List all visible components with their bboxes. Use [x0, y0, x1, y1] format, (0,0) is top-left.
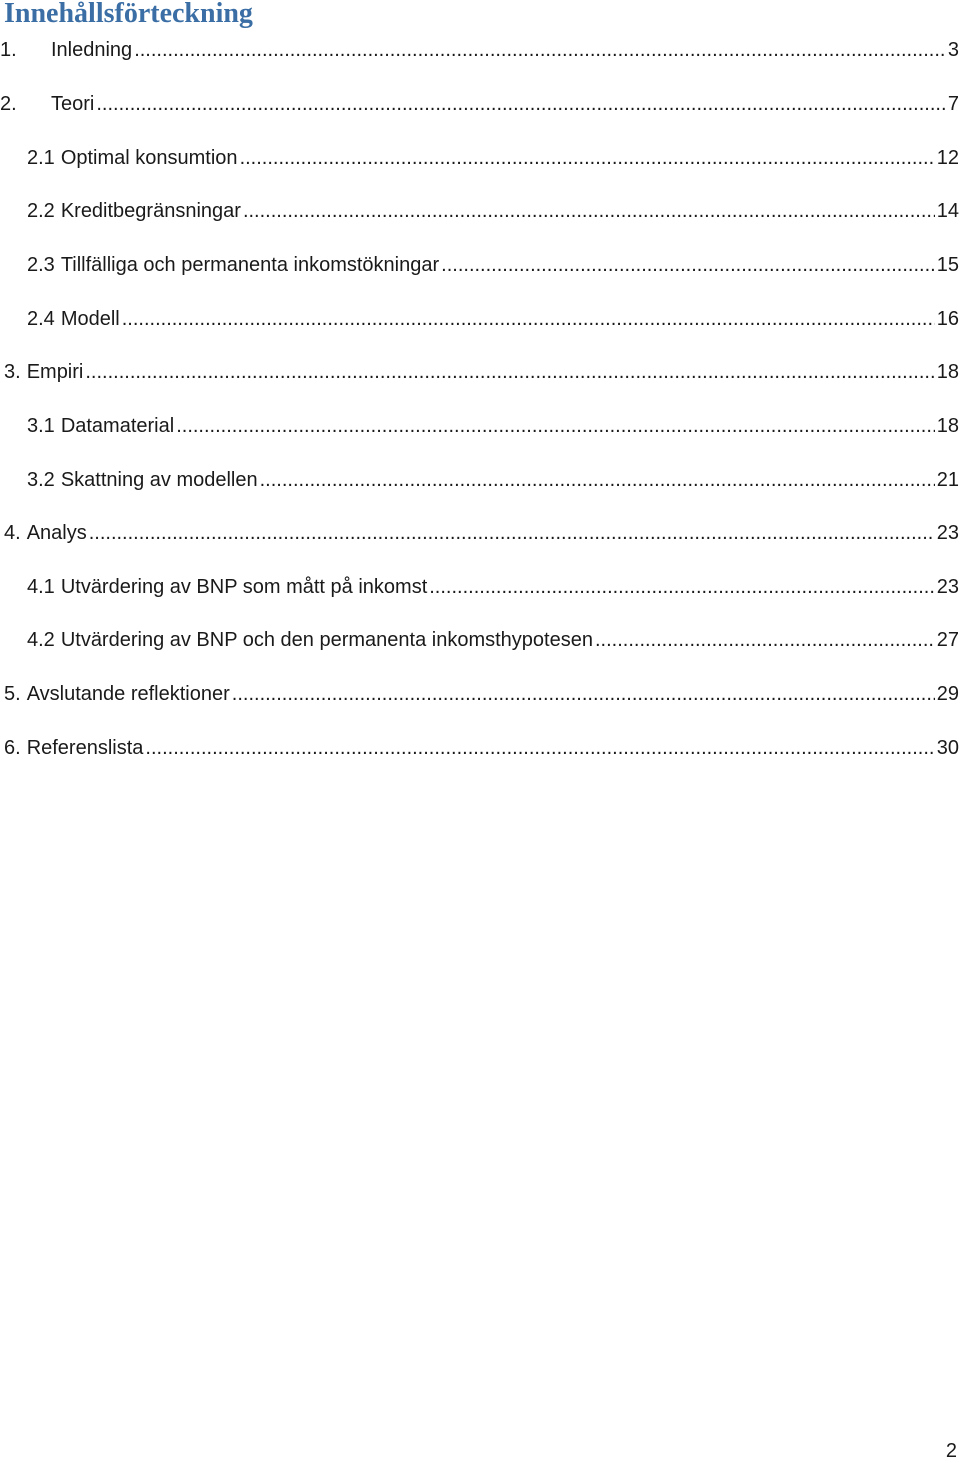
toc-entry-page: 21: [936, 469, 959, 491]
toc-entry-number: 4.2: [27, 629, 55, 651]
toc-entry-label: Kreditbegränsningar: [60, 200, 241, 222]
toc-entry-utvardering-bnp-inkomsthypotesen[interactable]: [27, 627, 959, 653]
toc-entry-page: 15: [936, 254, 959, 276]
toc-entry-label: Optimal konsumtion: [60, 147, 238, 169]
toc-entry-empiri[interactable]: [4, 359, 959, 385]
toc-title: Innehållsförteckning: [4, 0, 253, 29]
toc-entry-number: 2.2: [27, 200, 55, 222]
toc-dot-leader: [89, 520, 935, 546]
toc-entry-number: 1.: [0, 39, 17, 61]
toc-entry-avslutande-reflektioner[interactable]: [4, 681, 959, 707]
page-number: 2: [945, 1440, 957, 1462]
toc-entry-label: Empiri: [26, 361, 84, 383]
toc-entry-skattning-av-modellen[interactable]: [27, 467, 959, 493]
toc-entry-teori[interactable]: [0, 91, 959, 117]
toc-dot-leader: [429, 574, 935, 600]
toc-entry-label: Teori: [51, 93, 95, 115]
toc-entry-label: Tillfälliga och permanenta inkomstökningar: [60, 254, 440, 276]
toc-entry-label: Datamaterial: [60, 415, 175, 437]
toc-dot-leader: [243, 198, 935, 224]
toc-dot-leader: [240, 145, 935, 171]
toc-dot-leader: [441, 252, 935, 278]
toc-entry-optimal-konsumtion[interactable]: [27, 145, 959, 171]
toc-entry-analys[interactable]: [4, 520, 959, 546]
toc-entry-label: Skattning av modellen: [60, 469, 258, 491]
toc-entry-number: 2.: [0, 93, 17, 115]
toc-entry-page: 18: [936, 415, 959, 437]
toc-dot-leader: [176, 413, 935, 439]
toc-entry-label: Inledning: [51, 39, 133, 61]
toc-entry-number: 2.3: [27, 254, 55, 276]
toc-entry-label: Avslutande reflektioner: [26, 683, 230, 705]
toc-entry-number: 3.1: [27, 415, 55, 437]
toc-entry-page: 23: [936, 576, 959, 598]
toc-dot-leader: [145, 735, 934, 761]
toc-dot-leader: [595, 627, 935, 653]
toc-entry-page: 30: [936, 737, 959, 759]
toc-dot-leader: [122, 306, 935, 332]
toc-entry-page: 18: [936, 361, 959, 383]
toc-entry-tillfalliga-inkomstokningar[interactable]: [27, 252, 959, 278]
toc-dot-leader: [260, 467, 935, 493]
toc-entry-number: 4.1: [27, 576, 55, 598]
toc-entry-modell[interactable]: [27, 306, 959, 332]
toc-entry-number: 2.1: [27, 147, 55, 169]
toc-entry-number: 6.: [4, 737, 21, 759]
toc-entry-label: Utvärdering av BNP och den permanenta inkomsthypotesen: [60, 629, 593, 651]
toc-entry-page: 16: [936, 308, 959, 330]
toc-entry-page: 12: [936, 147, 959, 169]
toc-entry-number: 2.4: [27, 308, 55, 330]
toc-entry-label: Referenslista: [26, 737, 144, 759]
toc-dot-leader: [232, 681, 935, 707]
toc-entry-label: Utvärdering av BNP som mått på inkomst: [60, 576, 428, 598]
toc-entry-number: 3.2: [27, 469, 55, 491]
toc-entry-label: Analys: [26, 522, 87, 544]
toc-dot-leader: [96, 91, 946, 117]
toc-entry-number: 3.: [4, 361, 21, 383]
toc-entry-page: 7: [947, 93, 959, 115]
toc-entry-page: 23: [936, 522, 959, 544]
toc-entry-referenslista[interactable]: [4, 735, 959, 761]
toc-entry-label: Modell: [60, 308, 120, 330]
toc-entry-inledning[interactable]: [0, 37, 959, 63]
toc-dot-leader: [134, 37, 946, 63]
toc-dot-leader: [85, 359, 934, 385]
toc-entry-datamaterial[interactable]: [27, 413, 959, 439]
toc-entry-page: 14: [936, 200, 959, 222]
toc-entry-page: 29: [936, 683, 959, 705]
toc-entry-number: 4.: [4, 522, 21, 544]
toc-entry-kreditbegransningar[interactable]: [27, 198, 959, 224]
toc-entry-number: 5.: [4, 683, 21, 705]
toc-entry-utvardering-bnp-inkomst[interactable]: [27, 574, 959, 600]
toc-entry-page: 27: [936, 629, 959, 651]
toc-entry-page: 3: [947, 39, 959, 61]
